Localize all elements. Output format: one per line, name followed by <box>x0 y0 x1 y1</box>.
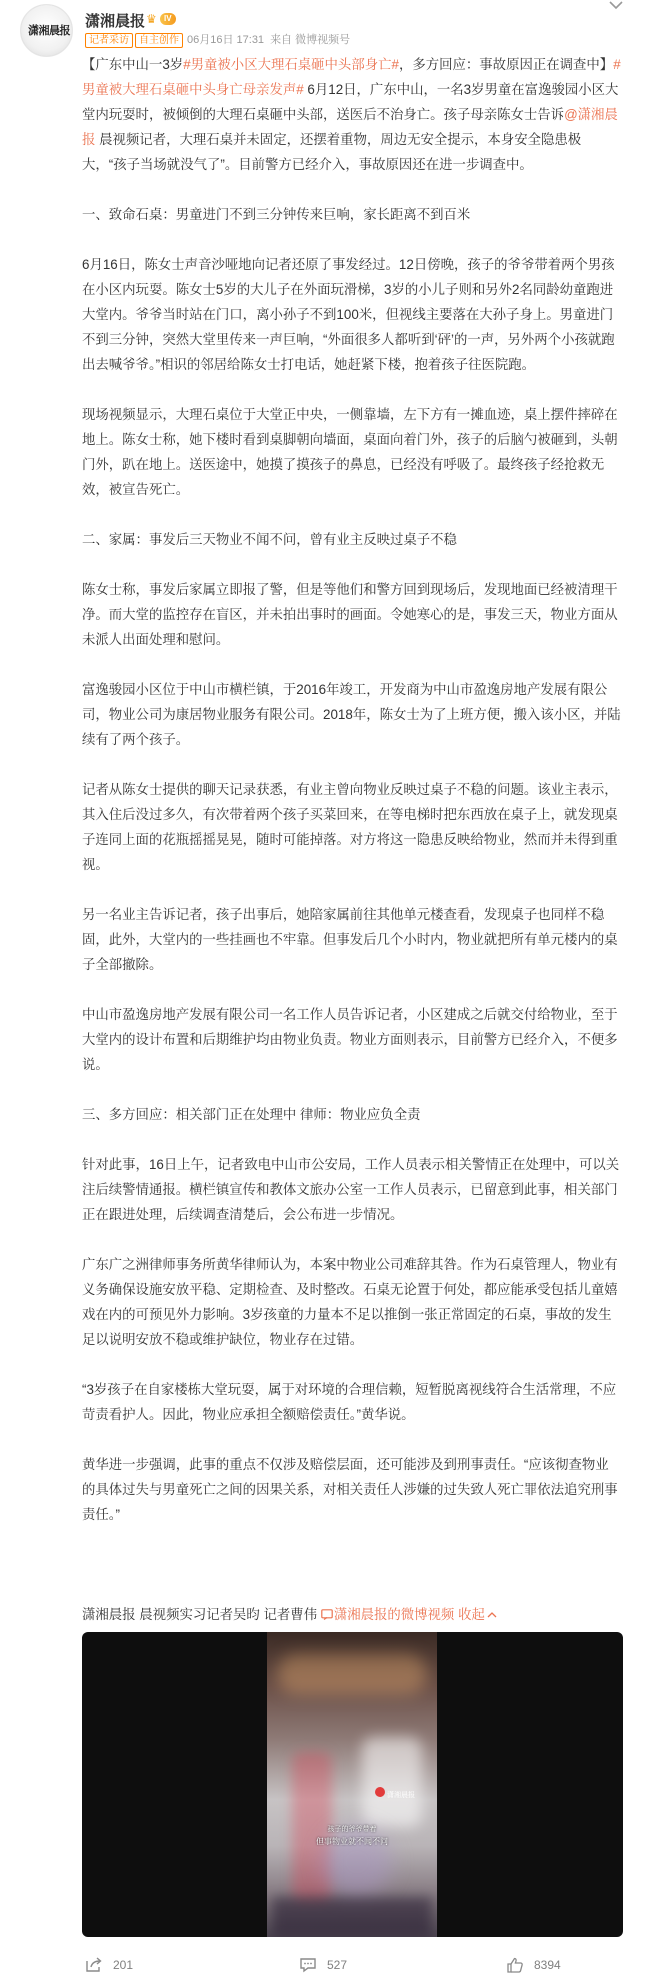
chevron-down-icon[interactable] <box>606 0 626 14</box>
section-heading: 一、致命石桌：男童进门不到三分钟传来巨响，家长距离不到百米 <box>82 207 471 222</box>
repost-button[interactable] <box>85 1956 145 1974</box>
video-blur <box>362 1737 422 1827</box>
post-time[interactable]: 06月16日 17:31 <box>187 34 265 46</box>
video-link-label: 潇湘晨报的微博视频 <box>333 1607 455 1622</box>
post-meta <box>85 33 350 48</box>
vip-level: IV <box>160 13 176 25</box>
chevron-up-icon <box>487 1611 497 1619</box>
like-button[interactable] <box>506 1956 576 1974</box>
paragraph: 黄华进一步强调，此事的重点不仅涉及赔偿层面，还可能涉及到刑事责任。“应该彻查物业的具体过失与男童死亡之间的因果关系，对相关责任人涉嫌的过失致人死亡罪依法追究刑事责任。” <box>82 1457 618 1522</box>
comment-button[interactable] <box>299 1956 359 1974</box>
quote-paragraph: “3岁孩子在自家楼栋大堂玩耍，属于对环境的合理信赖，短暂脱离视线符合生活常理，不应苛责看护人。因此，物业应承担全额赔偿责任。”黄华说。 <box>82 1382 617 1422</box>
video-link[interactable] <box>321 1607 455 1622</box>
paragraph-lead <box>82 52 622 177</box>
hashtag-link[interactable]: #男童被小区大理石桌砸中头部身亡# <box>183 57 399 72</box>
paragraph: 中山市盈逸房地产发展有限公司一名工作人员告诉记者，小区建成之后就交付给物业，至于大堂内的设计布置和后期维护均由物业负责。物业方面则表示，目前警方已经介入，不便多说。 <box>82 1007 618 1072</box>
watermark-logo-icon <box>375 1787 385 1797</box>
paragraph: 另一名业主告诉记者，孩子出事后，她陪家属前往其他单元楼查看，发现桌子也同样不稳固，此外，大堂内的一些挂画也不牢靠。但事发后几个小时内，物业就把所有单元楼内的桌子全部撤除。 <box>82 907 618 972</box>
paragraph: 针对此事，16日上午，记者致电中山市公安局，工作人员表示相关警情正在处理中，可以关注后续警情通报。横栏镇宣传和教体文旅办公室一工作人员表示，已留意到此事，相关部门正在跟进处理，后续调查清楚后，会公布进一步情况。 <box>82 1157 620 1222</box>
tag-original: 自主创作 <box>135 33 183 48</box>
section-heading: 三、多方回应：相关部门正在处理中 律师：物业应负全责 <box>82 1107 421 1122</box>
section-heading: 二、家属：事发后三天物业不闻不问，曾有业主反映过桌子不稳 <box>82 532 457 547</box>
video-icon <box>321 1609 333 1620</box>
video-blur <box>277 1654 427 1694</box>
byline <box>82 1603 622 1627</box>
hashtag-link[interactable]: #男童被大理石桌砸中头身亡母亲发声# <box>82 57 621 97</box>
account-name[interactable]: 潇湘晨报 <box>85 13 146 30</box>
collapse-link[interactable] <box>454 1607 497 1622</box>
mention-link[interactable]: @潇湘晨报 <box>82 107 618 147</box>
lead-text-a: 【广东中山一3岁 <box>82 57 184 72</box>
tag-reporter: 记者采访 <box>85 33 133 48</box>
video-watermark: 潇湘晨报 <box>387 1792 415 1799</box>
like-count: 8394 <box>534 1958 561 1972</box>
lead-text-d: 晨视频记者，大理石桌并未固定，还摆着重物，周边无安全提示，本身安全隐患极大，“孩子当场就没气了”。目前警方已经介入，事故原因还在进一步调查中。 <box>82 132 582 172</box>
byline-text: 潇湘晨报 晨视频实习记者吴昀 记者曹伟 <box>82 1607 321 1622</box>
vip-badge[interactable] <box>146 12 184 26</box>
paragraph: 富逸骏园小区位于中山市横栏镇，于2016年竣工，开发商为中山市盈逸房地产发展有限公司，物业公司为康居物业服务有限公司。2018年，陈女士为了上班方便，搬入该小区，并陆续有了两个孩子。 <box>82 682 621 747</box>
paragraph: 现场视频显示，大理石桌位于大堂正中央，一侧靠墙，左下方有一摊血迹，桌上摆件摔碎在地上。陈女士称，她下楼时看到桌脚朝向墙面，桌面向着门外，孩子的后脑勺被砸到，头朝门外，趴在地上。送医途中，她摸了摸孩子的鼻息，已经没有呼吸了。最终孩子经抢救无效，被宣告死亡。 <box>82 407 618 497</box>
post-source: 来自 微博视频号 <box>270 34 351 46</box>
avatar[interactable] <box>20 4 73 57</box>
post-header <box>0 0 652 50</box>
paragraph: 陈女士称，事发后家属立即报了警，但是等他们和警方回到现场后，发现地面已经被清理干净。而大堂的监控存在盲区，并未拍出事时的画面。令她寒心的是，事发三天，物业方面从未派人出面处理和慰问。 <box>82 582 618 647</box>
avatar-logo-text: 潇湘晨报 <box>28 25 70 37</box>
action-bar <box>0 1946 652 1981</box>
lead-text-c: 6月12日，广东中山，一名3岁男童在富逸骏园小区大堂内玩耍时，被倾倒的大理石桌砸中头部，送医后不治身亡。孩子母亲陈女士告诉 <box>82 82 619 122</box>
comment-icon <box>299 1956 317 1974</box>
paragraph: 记者从陈女士提供的聊天记录获悉，有业主曾向物业反映过桌子不稳的问题。该业主表示，其入住后没过多久，有次带着两个孩子买菜回来，在等电梯时把东西放在桌子上，就发现桌子连同上面的花瓶摇摇晃晃，随时可能掉落。对方将这一隐患反映给物业，然而并未得到重视。 <box>82 782 618 872</box>
paragraph: 广东广之洲律师事务所黄华律师认为，本案中物业公司难辞其咎。作为石桌管理人，物业有义务确保设施安放平稳、定期检查、及时整改。石桌无论置于何处，都应能承受包括儿童嬉戏在内的可预见外力影响。3岁孩童的力量本不足以推倒一张正常固定的石桌，事故的发生足以说明安放不稳或维护缺位，物业存在过错。 <box>82 1257 618 1347</box>
crown-icon: ♛ <box>146 12 157 26</box>
repost-icon <box>85 1956 103 1974</box>
repost-count: 201 <box>113 1958 134 1972</box>
video-subtitle: 孩子的爷爷带着 <box>327 1826 377 1833</box>
paragraph: 6月16日，陈女士声音沙哑地向记者还原了事发经过。12日傍晚，孩子的爷爷带着两个男孩在小区内玩耍。陈女士5岁的大儿子在外面玩滑梯，3岁的小儿子则和另外2名同龄幼童跑进大堂内。爷爷当时站在门口，离小孙子不到100米，但视线主要落在大孙子身上。男童进门不到三分钟，突然大堂里传来一声巨响，“外面很多人都听到‘砰’的一声，另外两个小孩就跑出去喊爷爷。”相识的邻居给陈女士打电话，她赶紧下楼，抱着孩子往医院跑。 <box>82 257 615 372</box>
video-player[interactable] <box>82 1632 623 1937</box>
post-content <box>82 52 622 1552</box>
collapse-label: 收起 <box>458 1607 485 1622</box>
comment-count: 527 <box>327 1958 348 1972</box>
video-blur <box>272 1897 432 1937</box>
video-frame <box>267 1632 437 1937</box>
like-icon <box>506 1956 524 1974</box>
video-subtitle: 但事物业就不闻不问 <box>316 1837 388 1846</box>
lead-text-b: ，多方回应：事故原因正在调查中】 <box>398 57 614 72</box>
